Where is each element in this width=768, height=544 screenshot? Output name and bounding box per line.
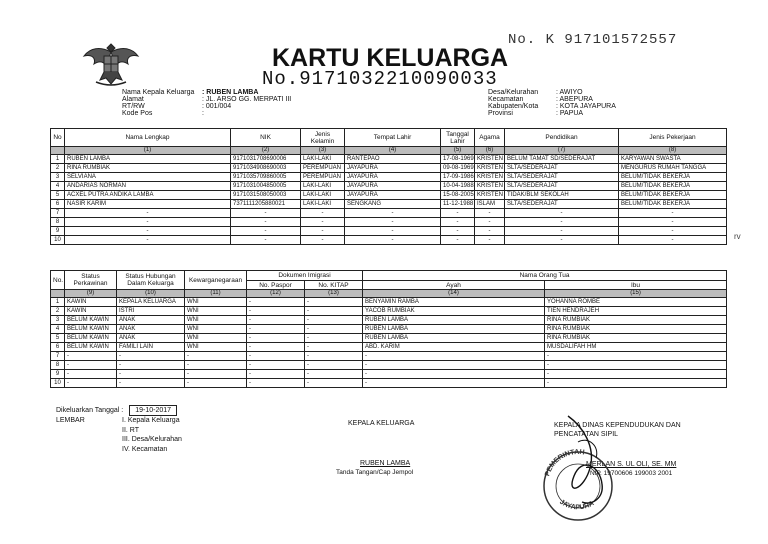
header-cell: Tanggal Lahir [441,129,475,147]
table-cell: - [363,370,545,379]
stamp-bottom-text: JAYAPURA [558,498,596,512]
table-cell: TIEN HENDRAJEH [545,307,727,316]
header-cell: Jenis Kelamin [301,129,345,147]
table-cell: 4 [51,325,65,334]
table-cell: ACXEL PUTRA ANDIKA LAMBA [65,191,231,200]
table-cell: LAKI-LAKI [301,155,345,164]
table-cell: 9171031508050003 [231,191,301,200]
header-cell: No [51,129,65,147]
issued-label: Dikeluarkan Tanggal : [56,407,124,414]
serial-number: No. K 917101572557 [508,32,678,48]
document-title: KARTU KELUARGA [272,44,509,72]
table-cell: - [305,298,363,307]
table-cell: - [363,361,545,370]
table-cell: BELUM KAWIN [65,325,117,334]
column-number: (7) [505,147,619,155]
kepala-keluarga-name: RUBEN LAMBA [360,460,411,467]
header-cell: No. KITAP [305,281,363,290]
table-row [51,227,727,236]
column-number: (5) [441,147,475,155]
table-cell: - [441,227,475,236]
table-cell: 9171034908690003 [231,164,301,173]
header-cell: Dokumen Imigrasi [247,271,363,281]
header-cell: Tempat Lahir [345,129,441,147]
table-cell: - [345,236,441,245]
table-cell: WNI [185,307,247,316]
table-row [51,316,727,325]
header-cell: Status Perkawinan [65,271,117,290]
table-cell: - [65,236,231,245]
table-cell: 9 [51,370,65,379]
table-cell: JAYAPURA [345,191,441,200]
table-cell: RUBEN LAMBA [363,316,545,325]
table-cell: BELUM KAWIN [65,334,117,343]
table-cell: - [247,334,305,343]
table-row [51,343,727,352]
table-cell: - [231,236,301,245]
table-cell: - [247,307,305,316]
table-cell: - [345,209,441,218]
table-cell: MENGURUS RUMAH TANGGA [619,164,727,173]
table-cell: 2 [51,164,65,173]
table-cell: - [247,361,305,370]
table-cell: - [505,236,619,245]
table-cell: - [441,218,475,227]
table-header-row [51,271,727,281]
table-cell: - [247,379,305,388]
table-cell: FAMILI LAIN [117,343,185,352]
table-cell: 7 [51,352,65,361]
column-number: (11) [185,290,247,298]
column-number [51,290,65,298]
info-value: : AWIYO [556,89,583,96]
table-row [51,164,727,173]
column-number: (13) [305,290,363,298]
table-cell: SLTA/SEDERAJAT [505,164,619,173]
table-cell: - [305,370,363,379]
table-cell: - [301,218,345,227]
table-cell: - [305,325,363,334]
header-cell: Nama Orang Tua [363,271,727,281]
lembar-item: II. RT [122,426,139,434]
table-cell: - [619,218,727,227]
table-cell: 17-09-1986 [441,173,475,182]
table-cell: 9171031004850005 [231,182,301,191]
table-cell: 10-04-1988 [441,182,475,191]
kadis-nip: NIP. 19700606 199003 2001 [590,470,673,477]
family-members-table [50,128,727,245]
table-cell: - [65,209,231,218]
table-row [51,379,727,388]
table-cell: - [475,227,505,236]
table-cell: RUBEN LAMBA [363,334,545,343]
table-cell: 5 [51,191,65,200]
table-cell: - [65,370,117,379]
header-cell: Jenis Pekerjaan [619,129,727,147]
table-cell: - [185,370,247,379]
table-cell: 11-12-1988 [441,200,475,209]
table-cell: WNI [185,298,247,307]
lembar-list [122,416,182,454]
info-label: Kode Pos [122,110,153,117]
table-cell: - [505,218,619,227]
table-cell: BELUM/TIDAK BEKERJA [619,200,727,209]
table-cell: TIDAK/BLM SEKOLAH [505,191,619,200]
table-cell: 09-08-1969 [441,164,475,173]
table-cell: KAWIN [65,307,117,316]
table-cell: JAYAPURA [345,182,441,191]
table-cell: BELUM KAWIN [65,316,117,325]
table-cell: YACOB RUMBIAK [363,307,545,316]
table-row [51,325,727,334]
table-cell: - [545,370,727,379]
lembar-item: IV. Kecamatan [122,445,168,453]
table-row [51,182,727,191]
table-row [51,298,727,307]
table-cell: SLTA/SEDERAJAT [505,173,619,182]
header-cell: NIK [231,129,301,147]
table-cell: ANAK [117,325,185,334]
table-row [51,361,727,370]
info-label: Nama Kepala Keluarga [122,89,195,96]
table-cell: - [117,352,185,361]
signature-label: Tanda Tangan/Cap Jempol [336,469,414,476]
table-cell: KAWIN [65,298,117,307]
table-cell: - [65,218,231,227]
table-cell: 8 [51,361,65,370]
table-cell: PEREMPUAN [301,173,345,182]
info-label: Kabupaten/Kota [488,103,539,110]
table-cell: - [305,352,363,361]
table-cell: 4 [51,182,65,191]
table-cell: MUSDALIFAH HM [545,343,727,352]
column-number: (9) [65,290,117,298]
table-cell: - [475,218,505,227]
table-row [51,200,727,209]
table-cell: 7 [51,209,65,218]
table-cell: WNI [185,325,247,334]
header-cell: Status Hubungan Dalam Keluarga [117,271,185,290]
table-cell: - [345,218,441,227]
header-cell: No. [51,271,65,290]
table-cell: SLTA/SEDERAJAT [505,182,619,191]
table-cell: - [301,209,345,218]
table-cell: RUBEN LAMBA [363,325,545,334]
table-cell: - [363,352,545,361]
header-cell: No. Paspor [247,281,305,290]
table-cell: 10 [51,379,65,388]
table-cell: LAKI-LAKI [301,182,345,191]
table-cell: ANAK [117,316,185,325]
family-status-table [50,270,727,388]
table-row [51,218,727,227]
table-cell: YOHANNA ROMBE [545,298,727,307]
column-number-row [51,290,727,298]
table-cell: - [441,209,475,218]
table-cell: BELUM/TIDAK BEKERJA [619,191,727,200]
table-row [51,334,727,343]
garuda-emblem-icon [82,38,140,88]
table-cell: - [247,352,305,361]
table-cell: - [185,361,247,370]
table-cell: - [185,379,247,388]
table-cell: KRISTEN [475,164,505,173]
stamp-top-text: PEMERINTAH [544,448,585,478]
table-cell: 6 [51,200,65,209]
table-cell: - [301,227,345,236]
table-cell: ISTRI [117,307,185,316]
table-cell: BELUM/TIDAK BEKERJA [619,173,727,182]
lembar-item: III. Desa/Kelurahan [122,436,182,443]
table-cell: KEPALA KELUARGA [117,298,185,307]
table-cell: 9 [51,227,65,236]
table-header-row [51,129,727,147]
table-cell: - [231,209,301,218]
kepala-keluarga-label: KEPALA KELUARGA [348,420,415,427]
table-cell: - [619,227,727,236]
info-value: : KOTA JAYAPURA [556,103,616,110]
table-row [51,307,727,316]
table-cell: 3 [51,173,65,182]
header-cell: Ibu [545,281,727,290]
table-cell: - [475,209,505,218]
table-cell: RUBEN LAMBA [65,155,231,164]
table-cell: 2 [51,307,65,316]
table-cell: BELUM/TIDAK BEKERJA [619,182,727,191]
info-value: : ABEPURA [556,96,593,103]
table-cell: 1 [51,155,65,164]
table-cell: SENGKANG [345,200,441,209]
table-row [51,236,727,245]
table-row [51,173,727,182]
column-number: (3) [301,147,345,155]
household-info-left [122,89,342,125]
column-number: (8) [619,147,727,155]
header-cell: Kewarganegaraan [185,271,247,290]
table-cell: - [231,227,301,236]
table-cell: - [345,227,441,236]
table-cell: - [301,236,345,245]
info-label: Kecamatan [488,96,524,103]
table-cell: - [305,343,363,352]
table-cell: RINA RUMBIAK [545,334,727,343]
table-body [51,298,727,388]
table-body [51,155,727,245]
svg-text:JAYAPURA [558,499,595,512]
table-cell: - [185,352,247,361]
official-stamp-icon [538,406,618,526]
table-row [51,209,727,218]
column-number: (10) [117,290,185,298]
table-cell: BENYAMIN RAMBA [363,298,545,307]
column-number: (6) [475,147,505,155]
table-cell: KRISTEN [475,182,505,191]
table-cell: - [65,352,117,361]
column-number: (4) [345,147,441,155]
table-cell: - [247,370,305,379]
table-cell: - [65,227,231,236]
table-cell: 9171035709860005 [231,173,301,182]
column-number: (1) [65,147,231,155]
table-cell: 3 [51,316,65,325]
table-cell: - [231,218,301,227]
info-value: : RUBEN LAMBA [202,89,259,96]
table-cell: SLTA/SEDERAJAT [505,200,619,209]
table-cell: - [545,352,727,361]
table-cell: - [117,370,185,379]
header-cell: Pendidikan [505,129,619,147]
info-value: : [202,110,204,117]
issued-date: 19-10-2017 [129,405,177,416]
table-cell: 10 [51,236,65,245]
household-info-right [488,89,708,125]
table-cell: 17-08-1969 [441,155,475,164]
column-number: (2) [231,147,301,155]
info-value: : JL. ARSO GG. MERPATI III [202,96,292,103]
table-cell: 7371111205880021 [231,200,301,209]
table-row [51,155,727,164]
table-cell: - [305,379,363,388]
table-cell: RINA RUMBIAK [65,164,231,173]
table-cell: - [247,316,305,325]
table-cell: - [305,361,363,370]
table-cell: RANTEPAO [345,155,441,164]
svg-text:PEMERINTAH [544,449,585,477]
table-cell: ANAK [117,334,185,343]
info-label: Alamat [122,96,144,103]
table-cell: 15-08-2005 [441,191,475,200]
table-cell: KRISTEN [475,191,505,200]
table-cell: WNI [185,316,247,325]
table-cell: - [475,236,505,245]
column-number: (15) [545,290,727,298]
table-cell: ABD. KARIM [363,343,545,352]
table-cell: - [65,379,117,388]
margin-mark: rv [734,232,741,241]
table-cell: - [545,379,727,388]
info-value: : PAPUA [556,110,584,117]
table-cell: 8 [51,218,65,227]
table-cell: - [117,361,185,370]
table-cell: LAKI-LAKI [301,200,345,209]
info-value: : 001/004 [202,103,232,110]
table-cell: - [305,334,363,343]
info-label: Desa/Kelurahan [488,89,539,96]
table-cell: - [363,379,545,388]
kadis-title: KEPALA DINAS KEPENDUDUKAN DAN PENCATATAN SIPIL [554,422,681,438]
table-cell: - [619,236,727,245]
table-row [51,370,727,379]
table-cell: - [247,343,305,352]
header-cell: Nama Lengkap [65,129,231,147]
table-cell: - [441,236,475,245]
column-number: (14) [363,290,545,298]
table-cell: BELUM KAWIN [65,343,117,352]
table-cell: 5 [51,334,65,343]
column-number [51,147,65,155]
column-number: (12) [247,290,305,298]
table-cell: KRISTEN [475,155,505,164]
kadis-name: MERLAN S. UL OLI, SE. MM [586,461,677,468]
table-cell: KRISTEN [475,173,505,182]
lembar-item: I. Kepala Keluarga [122,417,180,424]
table-cell: NASIR KARIM [65,200,231,209]
header-cell: Agama [475,129,505,147]
column-number-row [51,147,727,155]
table-cell: - [305,307,363,316]
table-cell: - [305,316,363,325]
table-cell: RINA RUMBIAK [545,316,727,325]
table-cell: 6 [51,343,65,352]
lembar-label: LEMBAR [56,417,85,424]
table-row [51,352,727,361]
table-cell: PEREMPUAN [301,164,345,173]
table-cell: 9171031708690006 [231,155,301,164]
table-cell: ANDARIAS NORMAN [65,182,231,191]
table-cell: - [505,209,619,218]
info-label: RT/RW [122,103,145,110]
header-cell: Ayah [363,281,545,290]
table-cell: - [117,379,185,388]
table-cell: - [545,361,727,370]
table-cell: - [247,325,305,334]
table-cell: LAKI-LAKI [301,191,345,200]
table-cell: - [505,227,619,236]
table-cell: - [619,209,727,218]
table-cell: JAYAPURA [345,164,441,173]
table-cell: 1 [51,298,65,307]
table-cell: ISLAM [475,200,505,209]
table-cell: JAYAPURA [345,173,441,182]
table-cell: KARYAWAN SWASTA [619,155,727,164]
table-cell: WNI [185,343,247,352]
table-cell: SELVIANA [65,173,231,182]
table-cell: - [65,361,117,370]
table-cell: RINA RUMBIAK [545,325,727,334]
table-cell: - [247,298,305,307]
table-cell: BELUM TAMAT SD/SEDERAJAT [505,155,619,164]
kk-number: No.9171032210090033 [262,68,498,90]
table-row [51,191,727,200]
table-cell: WNI [185,334,247,343]
info-label: Provinsi [488,110,513,117]
